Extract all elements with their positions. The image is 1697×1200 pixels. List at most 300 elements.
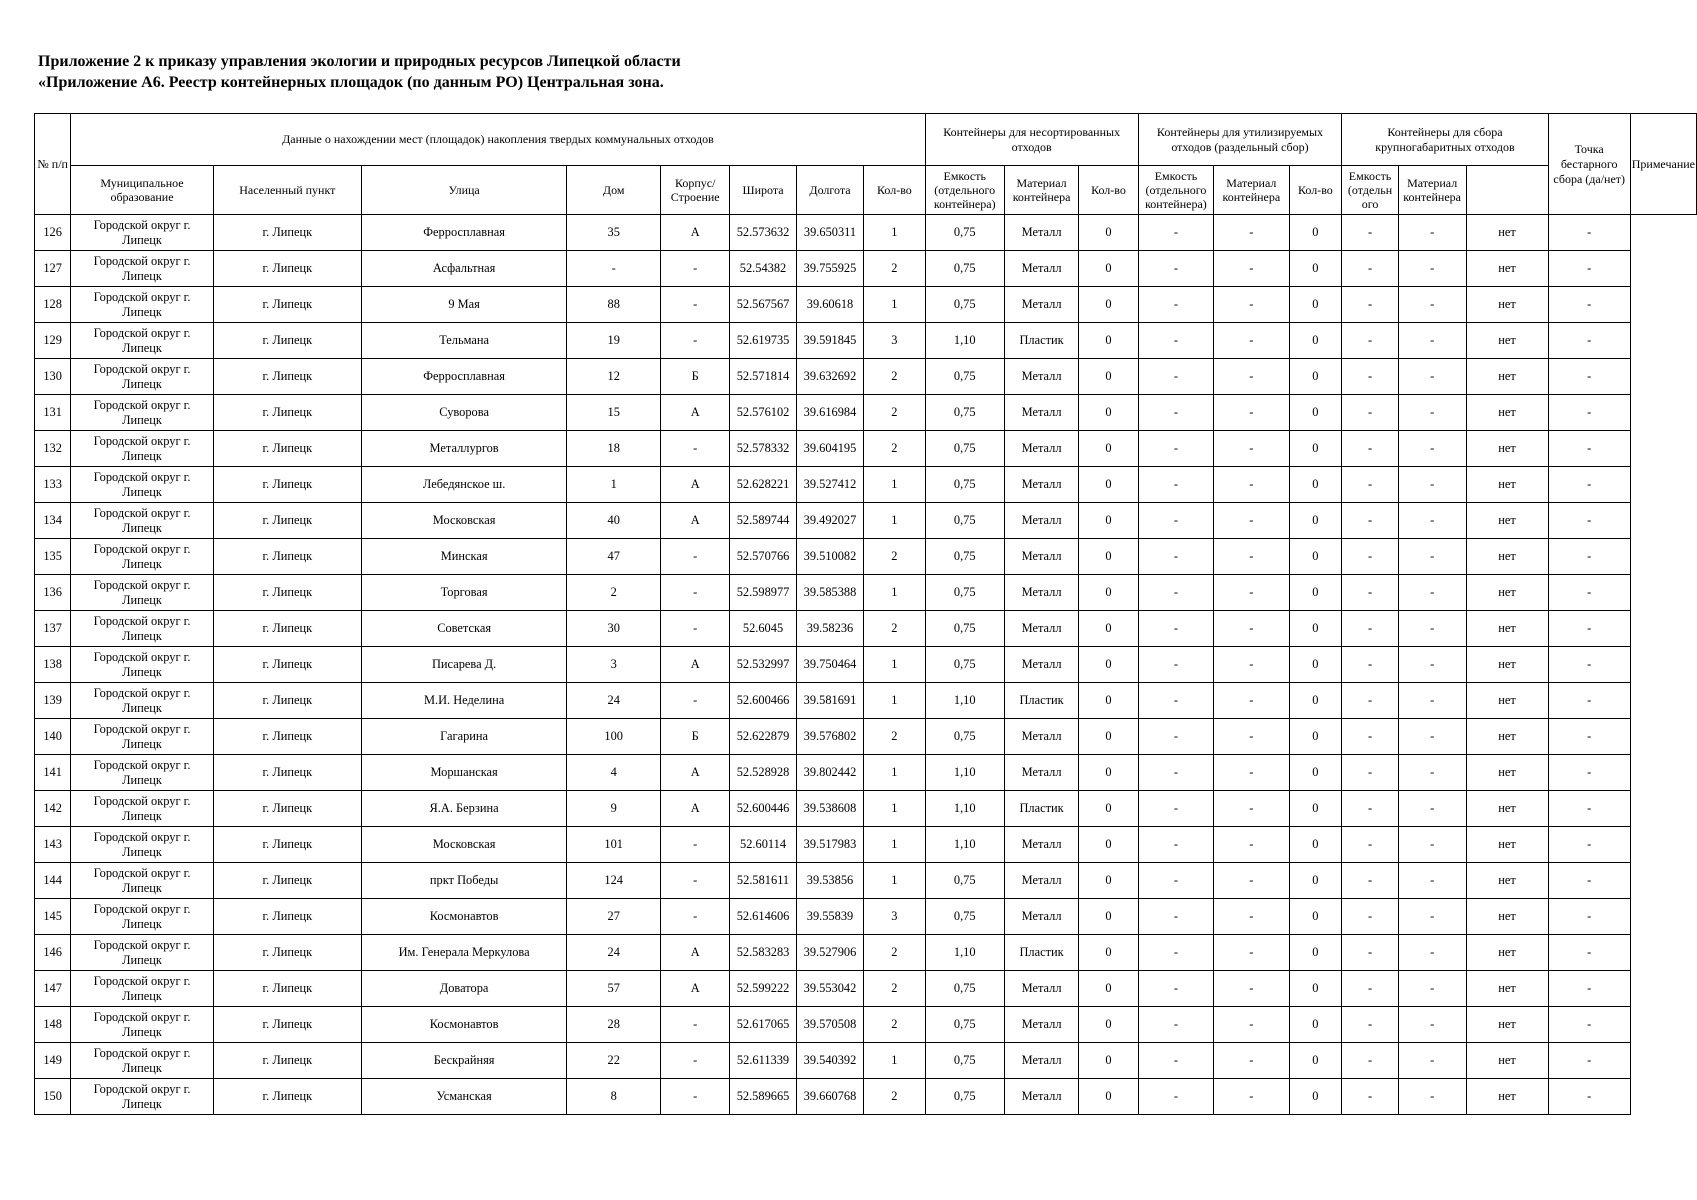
latitude-cell: 52.600446 xyxy=(730,791,796,827)
recyclable-qty-cell: 0 xyxy=(1079,1007,1138,1043)
longitude-cell: 39.527906 xyxy=(796,935,863,971)
bagless-cell: нет xyxy=(1466,215,1548,251)
table-row xyxy=(35,395,1697,431)
latitude-cell: 52.583283 xyxy=(730,935,796,971)
recyclable-qty-cell: 0 xyxy=(1079,431,1138,467)
municipality-cell: Городской округ г. Липецк xyxy=(71,899,213,935)
house-cell: 47 xyxy=(567,539,661,575)
recyclable-capacity-cell: - xyxy=(1138,215,1213,251)
table-body xyxy=(35,215,1697,1115)
latitude-cell: 52.573632 xyxy=(730,215,796,251)
row-number: 133 xyxy=(35,467,71,503)
house-cell: 124 xyxy=(567,863,661,899)
bulky-qty-cell: 0 xyxy=(1289,575,1342,611)
house-cell: 12 xyxy=(567,359,661,395)
recyclable-qty-cell: 0 xyxy=(1079,683,1138,719)
bulky-material-cell: - xyxy=(1398,647,1466,683)
building-cell: - xyxy=(661,611,730,647)
unsorted-capacity-cell: 0,75 xyxy=(925,503,1004,539)
latitude-cell: 52.570766 xyxy=(730,539,796,575)
longitude-cell: 39.527412 xyxy=(796,467,863,503)
unsorted-material-cell: Металл xyxy=(1004,863,1078,899)
bulky-qty-cell: 0 xyxy=(1289,683,1342,719)
recyclable-group-header: Контейнеры для утилизируемых отходов (раздельный сбор) xyxy=(1138,114,1342,166)
recyclable-material-cell: - xyxy=(1214,431,1289,467)
house-cell: 100 xyxy=(567,719,661,755)
building-cell: А xyxy=(661,467,730,503)
recyclable-capacity-cell: - xyxy=(1138,1079,1213,1115)
note-cell: - xyxy=(1548,755,1630,791)
bulky-capacity-cell: - xyxy=(1342,611,1399,647)
unsorted-material-cell: Металл xyxy=(1004,1007,1078,1043)
col-recyclable-qty-header: Кол-во xyxy=(1079,166,1138,215)
latitude-cell: 52.589665 xyxy=(730,1079,796,1115)
latitude-cell: 52.576102 xyxy=(730,395,796,431)
row-number: 138 xyxy=(35,647,71,683)
table-row xyxy=(35,899,1697,935)
recyclable-capacity-cell: - xyxy=(1138,503,1213,539)
bagless-cell: нет xyxy=(1466,251,1548,287)
bagless-cell: нет xyxy=(1466,575,1548,611)
bulky-material-cell: - xyxy=(1398,683,1466,719)
unsorted-material-cell: Металл xyxy=(1004,215,1078,251)
bulky-capacity-cell: - xyxy=(1342,827,1399,863)
unsorted-material-cell: Пластик xyxy=(1004,323,1078,359)
building-cell: А xyxy=(661,935,730,971)
note-cell: - xyxy=(1548,323,1630,359)
bulky-material-cell: - xyxy=(1398,251,1466,287)
recyclable-qty-cell: 0 xyxy=(1079,467,1138,503)
table-row xyxy=(35,215,1697,251)
bulky-capacity-cell: - xyxy=(1342,251,1399,287)
building-cell: - xyxy=(661,827,730,863)
registry-table xyxy=(34,113,1697,1115)
recyclable-material-cell: - xyxy=(1214,683,1289,719)
bulky-qty-cell: 0 xyxy=(1289,863,1342,899)
bagless-cell: нет xyxy=(1466,863,1548,899)
recyclable-qty-cell: 0 xyxy=(1079,1079,1138,1115)
street-cell: Гагарина xyxy=(361,719,566,755)
note-cell: - xyxy=(1548,611,1630,647)
street-cell: Торговая xyxy=(361,575,566,611)
house-cell: 88 xyxy=(567,287,661,323)
recyclable-qty-cell: 0 xyxy=(1079,287,1138,323)
row-number: 136 xyxy=(35,575,71,611)
street-cell: Ферросплавная xyxy=(361,359,566,395)
unsorted-capacity-cell: 0,75 xyxy=(925,359,1004,395)
bulky-capacity-cell: - xyxy=(1342,647,1399,683)
col-lon-header: Долгота xyxy=(796,166,863,215)
house-cell: 3 xyxy=(567,647,661,683)
settlement-cell: г. Липецк xyxy=(213,899,361,935)
municipality-cell: Городской округ г. Липецк xyxy=(71,1043,213,1079)
bulky-material-cell: - xyxy=(1398,395,1466,431)
bulky-qty-cell: 0 xyxy=(1289,323,1342,359)
title-line-2: «Приложение А6. Реестр контейнерных площадок (по данным РО) Центральная зона. xyxy=(38,74,664,91)
table-row xyxy=(35,1079,1697,1115)
longitude-cell: 39.616984 xyxy=(796,395,863,431)
building-cell: - xyxy=(661,1007,730,1043)
street-cell: Усманская xyxy=(361,1079,566,1115)
unsorted-capacity-cell: 1,10 xyxy=(925,791,1004,827)
recyclable-material-cell: - xyxy=(1214,395,1289,431)
municipality-cell: Городской округ г. Липецк xyxy=(71,431,213,467)
unsorted-qty-cell: 2 xyxy=(864,971,925,1007)
table-row xyxy=(35,431,1697,467)
latitude-cell: 52.567567 xyxy=(730,287,796,323)
settlement-cell: г. Липецк xyxy=(213,395,361,431)
longitude-cell: 39.660768 xyxy=(796,1079,863,1115)
note-cell: - xyxy=(1548,1007,1630,1043)
recyclable-material-cell: - xyxy=(1214,863,1289,899)
unsorted-qty-cell: 2 xyxy=(864,1079,925,1115)
recyclable-capacity-cell: - xyxy=(1138,683,1213,719)
recyclable-material-cell: - xyxy=(1214,611,1289,647)
bulky-capacity-cell: - xyxy=(1342,287,1399,323)
bulky-capacity-cell: - xyxy=(1342,863,1399,899)
recyclable-material-cell: - xyxy=(1214,971,1289,1007)
unsorted-qty-cell: 1 xyxy=(864,215,925,251)
longitude-cell: 39.585388 xyxy=(796,575,863,611)
street-cell: Тельмана xyxy=(361,323,566,359)
house-cell: 22 xyxy=(567,1043,661,1079)
row-number: 134 xyxy=(35,503,71,539)
bulky-material-cell: - xyxy=(1398,503,1466,539)
building-cell: А xyxy=(661,503,730,539)
longitude-cell: 39.570508 xyxy=(796,1007,863,1043)
latitude-cell: 52.528928 xyxy=(730,755,796,791)
recyclable-material-cell: - xyxy=(1214,719,1289,755)
recyclable-material-cell: - xyxy=(1214,899,1289,935)
latitude-cell: 52.598977 xyxy=(730,575,796,611)
recyclable-material-cell: - xyxy=(1214,827,1289,863)
unsorted-material-cell: Металл xyxy=(1004,395,1078,431)
bulky-material-cell: - xyxy=(1398,431,1466,467)
bulky-capacity-cell: - xyxy=(1342,1043,1399,1079)
recyclable-qty-cell: 0 xyxy=(1079,755,1138,791)
unsorted-capacity-cell: 0,75 xyxy=(925,251,1004,287)
bulky-qty-cell: 0 xyxy=(1289,503,1342,539)
unsorted-material-cell: Металл xyxy=(1004,575,1078,611)
building-cell: - xyxy=(661,863,730,899)
building-cell: - xyxy=(661,899,730,935)
settlement-cell: г. Липецк xyxy=(213,359,361,395)
recyclable-capacity-cell: - xyxy=(1138,395,1213,431)
bulky-qty-cell: 0 xyxy=(1289,467,1342,503)
bulky-capacity-cell: - xyxy=(1342,1007,1399,1043)
bulky-qty-cell: 0 xyxy=(1289,539,1342,575)
note-cell: - xyxy=(1548,1079,1630,1115)
building-cell: - xyxy=(661,1043,730,1079)
unsorted-capacity-cell: 0,75 xyxy=(925,431,1004,467)
unsorted-capacity-cell: 1,10 xyxy=(925,683,1004,719)
recyclable-qty-cell: 0 xyxy=(1079,899,1138,935)
note-cell: - xyxy=(1548,899,1630,935)
bagless-cell: нет xyxy=(1466,611,1548,647)
longitude-cell: 39.60618 xyxy=(796,287,863,323)
note-cell: - xyxy=(1548,791,1630,827)
street-cell: Советская xyxy=(361,611,566,647)
unsorted-capacity-cell: 0,75 xyxy=(925,899,1004,935)
longitude-cell: 39.55839 xyxy=(796,899,863,935)
bulky-capacity-cell: - xyxy=(1342,467,1399,503)
bulky-capacity-cell: - xyxy=(1342,1079,1399,1115)
municipality-cell: Городской округ г. Липецк xyxy=(71,647,213,683)
longitude-cell: 39.553042 xyxy=(796,971,863,1007)
house-cell: 57 xyxy=(567,971,661,1007)
note-cell: - xyxy=(1548,1043,1630,1079)
recyclable-qty-cell: 0 xyxy=(1079,323,1138,359)
bulky-material-cell: - xyxy=(1398,575,1466,611)
location-group-header: Данные о нахождении мест (площадок) накопления твердых коммунальных отходов xyxy=(71,114,925,166)
unsorted-capacity-cell: 0,75 xyxy=(925,539,1004,575)
row-number: 127 xyxy=(35,251,71,287)
row-number: 139 xyxy=(35,683,71,719)
recyclable-qty-cell: 0 xyxy=(1079,827,1138,863)
bulky-capacity-cell: - xyxy=(1342,971,1399,1007)
street-cell: Моршанская xyxy=(361,755,566,791)
bulky-qty-cell: 0 xyxy=(1289,359,1342,395)
bagless-cell: нет xyxy=(1466,827,1548,863)
municipality-cell: Городской округ г. Липецк xyxy=(71,395,213,431)
bulky-qty-cell: 0 xyxy=(1289,215,1342,251)
house-cell: 8 xyxy=(567,1079,661,1115)
latitude-cell: 52.617065 xyxy=(730,1007,796,1043)
table-row xyxy=(35,251,1697,287)
row-number: 128 xyxy=(35,287,71,323)
building-cell: - xyxy=(661,539,730,575)
longitude-cell: 39.53856 xyxy=(796,863,863,899)
municipality-cell: Городской округ г. Липецк xyxy=(71,575,213,611)
bulky-qty-cell: 0 xyxy=(1289,1079,1342,1115)
building-cell: - xyxy=(661,431,730,467)
recyclable-qty-cell: 0 xyxy=(1079,251,1138,287)
building-cell: А xyxy=(661,971,730,1007)
bagless-cell: нет xyxy=(1466,395,1548,431)
bulky-material-cell: - xyxy=(1398,359,1466,395)
latitude-cell: 52.600466 xyxy=(730,683,796,719)
recyclable-capacity-cell: - xyxy=(1138,971,1213,1007)
bulky-material-cell: - xyxy=(1398,863,1466,899)
row-number: 130 xyxy=(35,359,71,395)
recyclable-capacity-cell: - xyxy=(1138,539,1213,575)
col-lat-header: Широта xyxy=(730,166,796,215)
bagless-cell: нет xyxy=(1466,359,1548,395)
bulky-qty-cell: 0 xyxy=(1289,611,1342,647)
bulky-capacity-cell: - xyxy=(1342,899,1399,935)
bulky-qty-cell: 0 xyxy=(1289,395,1342,431)
unsorted-qty-cell: 1 xyxy=(864,827,925,863)
bulky-material-cell: - xyxy=(1398,971,1466,1007)
longitude-cell: 39.58236 xyxy=(796,611,863,647)
note-cell: - xyxy=(1548,971,1630,1007)
note-cell: - xyxy=(1548,575,1630,611)
settlement-cell: г. Липецк xyxy=(213,755,361,791)
col-settlement-header: Населенный пункт xyxy=(213,166,361,215)
settlement-cell: г. Липецк xyxy=(213,503,361,539)
unsorted-qty-cell: 2 xyxy=(864,539,925,575)
municipality-cell: Городской округ г. Липецк xyxy=(71,503,213,539)
bulky-qty-cell: 0 xyxy=(1289,971,1342,1007)
unsorted-material-cell: Металл xyxy=(1004,647,1078,683)
municipality-cell: Городской округ г. Липецк xyxy=(71,323,213,359)
bagless-cell: нет xyxy=(1466,1079,1548,1115)
street-cell: Космонавтов xyxy=(361,899,566,935)
longitude-cell: 39.581691 xyxy=(796,683,863,719)
recyclable-capacity-cell: - xyxy=(1138,719,1213,755)
unsorted-material-cell: Металл xyxy=(1004,1079,1078,1115)
recyclable-capacity-cell: - xyxy=(1138,467,1213,503)
table-header xyxy=(35,114,1697,215)
unsorted-material-cell: Металл xyxy=(1004,899,1078,935)
table-row xyxy=(35,503,1697,539)
bulky-material-cell: - xyxy=(1398,755,1466,791)
house-cell: 18 xyxy=(567,431,661,467)
recyclable-material-cell: - xyxy=(1214,359,1289,395)
longitude-cell: 39.604195 xyxy=(796,431,863,467)
street-cell: Я.А. Берзина xyxy=(361,791,566,827)
col-street-header: Улица xyxy=(361,166,566,215)
street-cell: Ферросплавная xyxy=(361,215,566,251)
street-cell: Им. Генерала Меркулова xyxy=(361,935,566,971)
note-cell: - xyxy=(1548,287,1630,323)
bulky-material-cell: - xyxy=(1398,1007,1466,1043)
longitude-cell: 39.538608 xyxy=(796,791,863,827)
longitude-cell: 39.576802 xyxy=(796,719,863,755)
unsorted-qty-cell: 1 xyxy=(864,863,925,899)
row-number: 135 xyxy=(35,539,71,575)
table-row xyxy=(35,755,1697,791)
bulky-qty-cell: 0 xyxy=(1289,791,1342,827)
settlement-cell: г. Липецк xyxy=(213,539,361,575)
unsorted-material-cell: Металл xyxy=(1004,467,1078,503)
unsorted-material-cell: Пластик xyxy=(1004,683,1078,719)
unsorted-qty-cell: 2 xyxy=(864,611,925,647)
unsorted-capacity-cell: 1,10 xyxy=(925,323,1004,359)
bulky-qty-cell: 0 xyxy=(1289,899,1342,935)
street-cell: Московская xyxy=(361,503,566,539)
note-cell: - xyxy=(1548,431,1630,467)
table-row xyxy=(35,575,1697,611)
recyclable-material-cell: - xyxy=(1214,935,1289,971)
row-number: 137 xyxy=(35,611,71,647)
municipality-cell: Городской округ г. Липецк xyxy=(71,863,213,899)
municipality-cell: Городской округ г. Липецк xyxy=(71,1007,213,1043)
row-number: 141 xyxy=(35,755,71,791)
street-cell: Лебедянское ш. xyxy=(361,467,566,503)
street-cell: 9 Мая xyxy=(361,287,566,323)
latitude-cell: 52.578332 xyxy=(730,431,796,467)
note-cell: - xyxy=(1548,467,1630,503)
longitude-cell: 39.517983 xyxy=(796,827,863,863)
bulky-capacity-cell: - xyxy=(1342,215,1399,251)
street-cell: М.И. Неделина xyxy=(361,683,566,719)
col-bulky-qty-header: Кол-во xyxy=(1289,166,1342,215)
longitude-cell: 39.591845 xyxy=(796,323,863,359)
table-row xyxy=(35,971,1697,1007)
col-recyclable-material-header: Материал контейнера xyxy=(1214,166,1289,215)
street-cell: Минская xyxy=(361,539,566,575)
bulky-material-cell: - xyxy=(1398,215,1466,251)
unsorted-qty-cell: 2 xyxy=(864,395,925,431)
settlement-cell: г. Липецк xyxy=(213,611,361,647)
bagless-cell: нет xyxy=(1466,1043,1548,1079)
building-cell: А xyxy=(661,791,730,827)
building-cell: А xyxy=(661,395,730,431)
unsorted-capacity-cell: 0,75 xyxy=(925,719,1004,755)
unsorted-material-cell: Пластик xyxy=(1004,791,1078,827)
table-row xyxy=(35,323,1697,359)
table-row xyxy=(35,359,1697,395)
row-number: 150 xyxy=(35,1079,71,1115)
house-cell: 101 xyxy=(567,827,661,863)
municipality-cell: Городской округ г. Липецк xyxy=(71,215,213,251)
unsorted-qty-cell: 2 xyxy=(864,431,925,467)
unsorted-qty-cell: 1 xyxy=(864,467,925,503)
recyclable-material-cell: - xyxy=(1214,287,1289,323)
longitude-cell: 39.750464 xyxy=(796,647,863,683)
unsorted-qty-cell: 1 xyxy=(864,755,925,791)
recyclable-material-cell: - xyxy=(1214,1043,1289,1079)
col-recyclable-capacity-header: Емкость (отдельного контейнера) xyxy=(1138,166,1213,215)
unsorted-qty-cell: 2 xyxy=(864,251,925,287)
recyclable-capacity-cell: - xyxy=(1138,575,1213,611)
unsorted-capacity-cell: 0,75 xyxy=(925,395,1004,431)
table-row xyxy=(35,287,1697,323)
unsorted-capacity-cell: 0,75 xyxy=(925,647,1004,683)
unsorted-qty-cell: 3 xyxy=(864,323,925,359)
bulky-capacity-cell: - xyxy=(1342,503,1399,539)
bagless-cell: нет xyxy=(1466,719,1548,755)
recyclable-capacity-cell: - xyxy=(1138,935,1213,971)
note-cell: - xyxy=(1548,863,1630,899)
street-cell: пркт Победы xyxy=(361,863,566,899)
unsorted-qty-cell: 2 xyxy=(864,1007,925,1043)
latitude-cell: 52.54382 xyxy=(730,251,796,287)
longitude-cell: 39.802442 xyxy=(796,755,863,791)
building-cell: Б xyxy=(661,719,730,755)
recyclable-qty-cell: 0 xyxy=(1079,971,1138,1007)
bagless-cell: нет xyxy=(1466,323,1548,359)
col-unsorted-material-header: Материал контейнера xyxy=(1004,166,1078,215)
note-cell: - xyxy=(1548,539,1630,575)
latitude-cell: 52.599222 xyxy=(730,971,796,1007)
recyclable-capacity-cell: - xyxy=(1138,827,1213,863)
unsorted-qty-cell: 1 xyxy=(864,1043,925,1079)
building-cell: - xyxy=(661,575,730,611)
municipality-cell: Городской округ г. Липецк xyxy=(71,827,213,863)
col-bulky-capacity-header: Емкость (отдельн ого xyxy=(1342,166,1399,215)
unsorted-material-cell: Металл xyxy=(1004,1043,1078,1079)
building-cell: А xyxy=(661,215,730,251)
unsorted-material-cell: Металл xyxy=(1004,503,1078,539)
bagless-cell: нет xyxy=(1466,647,1548,683)
municipality-cell: Городской округ г. Липецк xyxy=(71,791,213,827)
street-cell: Бескрайняя xyxy=(361,1043,566,1079)
bulky-qty-cell: 0 xyxy=(1289,719,1342,755)
recyclable-capacity-cell: - xyxy=(1138,287,1213,323)
house-cell: 9 xyxy=(567,791,661,827)
row-number: 148 xyxy=(35,1007,71,1043)
unsorted-material-cell: Металл xyxy=(1004,971,1078,1007)
bulky-material-cell: - xyxy=(1398,611,1466,647)
bagless-cell: нет xyxy=(1466,467,1548,503)
settlement-cell: г. Липецк xyxy=(213,935,361,971)
bulky-material-cell: - xyxy=(1398,1079,1466,1115)
unsorted-capacity-cell: 1,10 xyxy=(925,935,1004,971)
bulky-material-cell: - xyxy=(1398,323,1466,359)
recyclable-capacity-cell: - xyxy=(1138,791,1213,827)
